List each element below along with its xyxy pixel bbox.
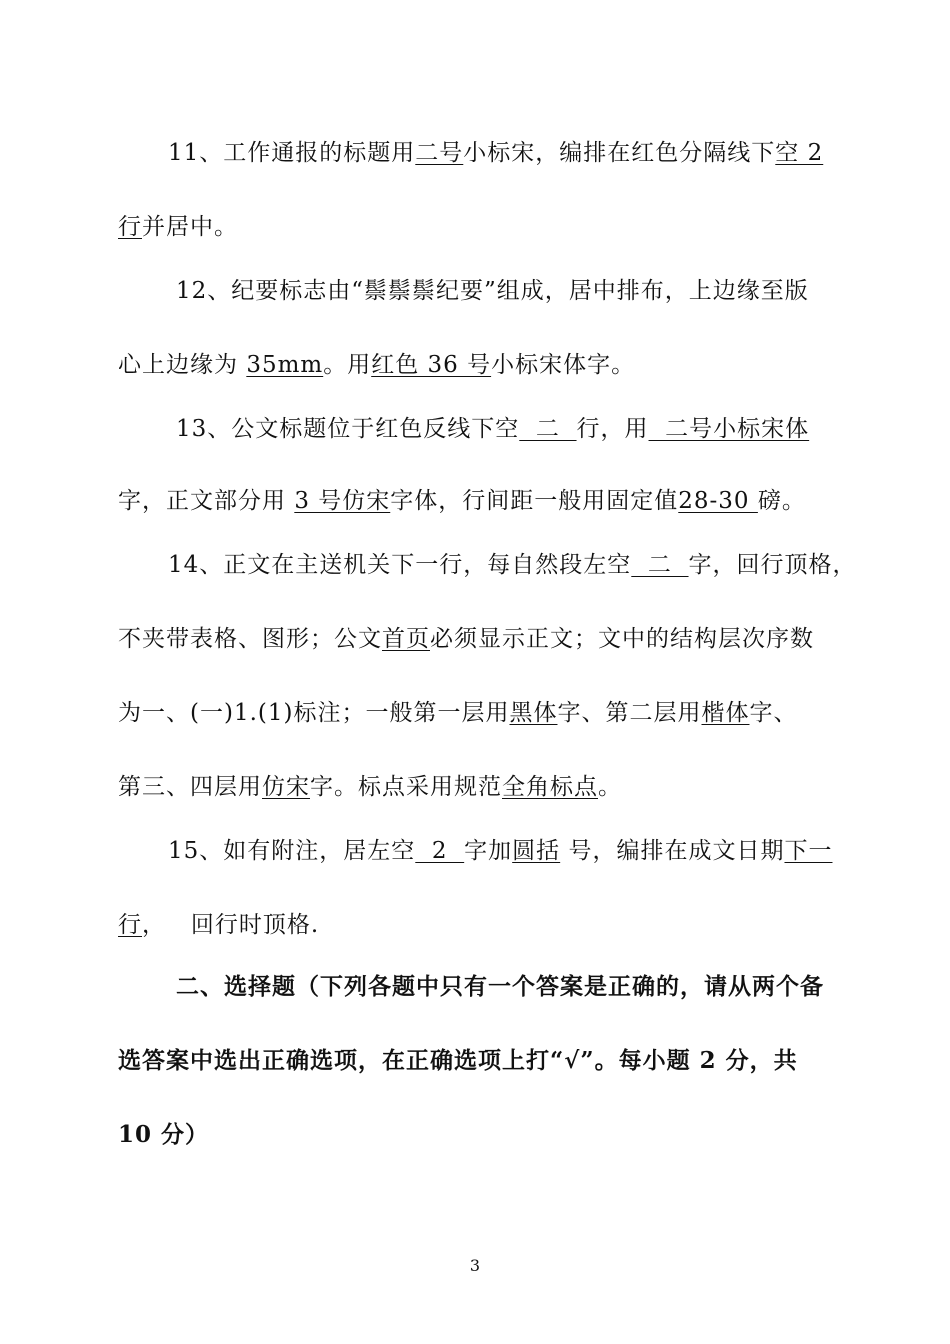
q14-text: 第三、四层用: [118, 774, 262, 800]
q14-text: 必须显示正文；文中的结构层次序数: [430, 626, 814, 652]
q15-text: 字加: [464, 838, 513, 864]
section-heading-line-2: [118, 1046, 838, 1076]
q15-answer-3: 下一: [784, 838, 833, 864]
q13-text: 字，正文部分用: [118, 488, 295, 514]
section-heading-text: 二、选择题（下列各题中只有一个答案是正确的，请从两个备: [176, 973, 824, 1000]
q13-answer-2: 二号小标宋体: [648, 416, 810, 442]
q15-answer-3-cont: 行: [118, 912, 142, 938]
q14-answer-1: 二: [631, 552, 689, 578]
q14-text: 14、正文在主送机关下一行，每自然段左空: [168, 552, 632, 578]
q14-answer-2: 首页: [382, 626, 430, 652]
q14-text: 不夹带表格、图形；公文: [118, 626, 382, 652]
q12-answer-1: 35mm: [246, 352, 324, 378]
q12-text: 小标宋体字。: [491, 352, 636, 378]
q15-line-2: [118, 910, 838, 940]
section-heading-text: 10 分）: [118, 1121, 210, 1148]
q11-text: 11、工作通报的标题用: [168, 140, 416, 166]
q11-line-1: [168, 138, 838, 168]
q14-line-3: [118, 698, 838, 728]
q15-line-1: [168, 836, 838, 866]
q15-answer-1: 2: [415, 838, 465, 864]
q14-text: 为一、(一)1.(1)标注；一般第一层用: [118, 700, 510, 726]
q15-text: ， 回行时顶格.: [142, 912, 320, 938]
q12-answer-2: 红色 36 号: [371, 352, 492, 378]
q13-text: 磅。: [757, 488, 806, 514]
q12-line-1: [176, 276, 838, 306]
q13-answer-3: 3 号仿宋: [294, 488, 391, 514]
q14-text: 字。标点采用规范: [310, 774, 502, 800]
q14-text: 。: [598, 774, 622, 800]
q14-answer-6: 全角标点: [502, 774, 598, 800]
q15-text: 15、如有附注，居左空: [168, 838, 416, 864]
q12-line-2: [118, 350, 838, 380]
q13-text: 字体，行间距一般用固定值: [390, 488, 679, 514]
section-heading-line-3: [118, 1120, 838, 1150]
q11-answer-2-cont: 行: [118, 214, 142, 240]
section-heading-text: 选答案中选出正确选项，在正确选项上打“√”。每小题 2 分，共: [118, 1047, 798, 1074]
q13-text: 13、公文标题位于红色反线下空: [176, 416, 520, 442]
q14-text: 字、: [749, 700, 798, 726]
q14-line-1: [168, 550, 857, 580]
q13-line-2: [118, 486, 838, 516]
q11-text: 小标宋，编排在红色分隔线下: [463, 140, 776, 166]
section-heading-line-1: [176, 972, 838, 1002]
q15-answer-2: 圆括: [512, 838, 561, 864]
q13-answer-1: 二: [519, 416, 577, 442]
q14-line-4: [118, 772, 838, 802]
q14-answer-3: 黑体: [509, 700, 558, 726]
q13-line-1: [176, 414, 838, 444]
q12-text: 12、纪要标志由“鬃鬃鬃纪要”组成，居中排布，上边缘至版: [176, 278, 809, 304]
q13-answer-4: 28-30: [678, 488, 758, 514]
q15-text: 号，编排在成文日期: [560, 838, 785, 864]
q11-answer-1: 二号: [415, 140, 464, 166]
q14-text: 字、第二层用: [557, 700, 702, 726]
q14-text: 字，回行顶格，: [688, 552, 857, 578]
q14-answer-4: 楷体: [701, 700, 750, 726]
q13-text: 行，用: [576, 416, 649, 442]
q14-line-2: [118, 624, 838, 654]
page-number: 3: [469, 1256, 481, 1275]
q14-answer-5: 仿宋: [262, 774, 310, 800]
q12-text: 。用: [323, 352, 372, 378]
q11-answer-2: 空 2: [775, 140, 824, 166]
q11-text: 并居中。: [142, 214, 238, 240]
q12-text: 心上边缘为: [118, 352, 247, 378]
q11-line-2: [118, 212, 838, 242]
